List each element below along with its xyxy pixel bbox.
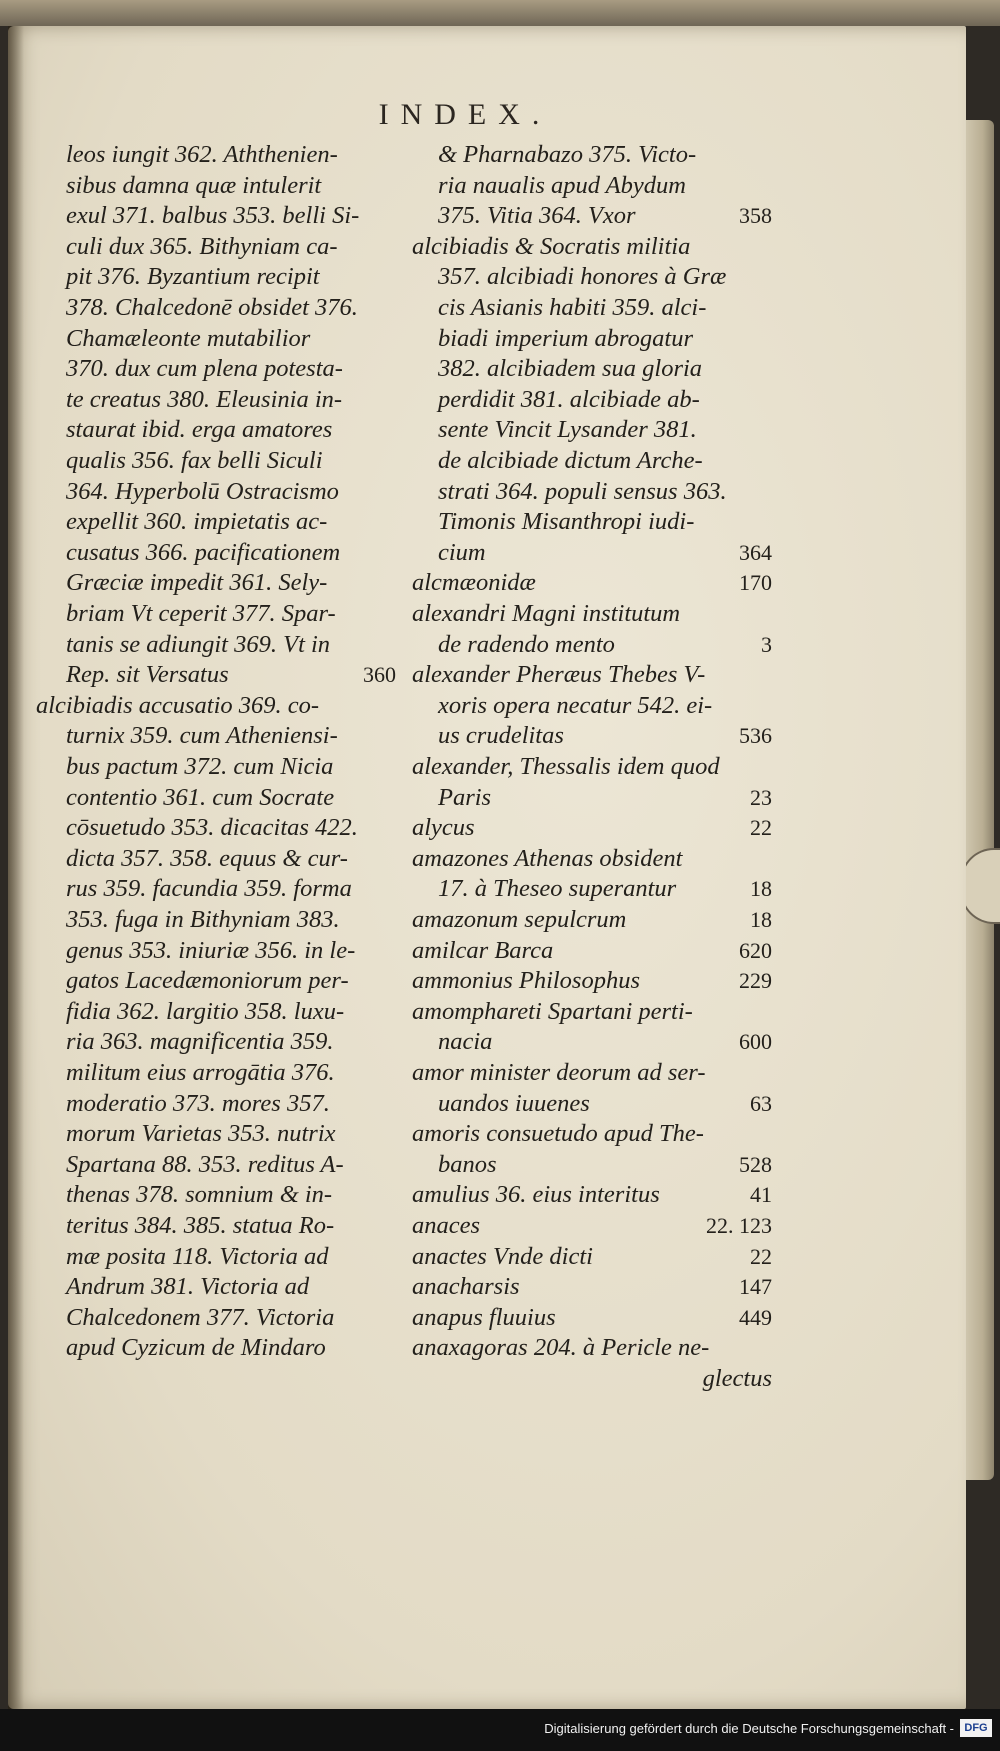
index-entry-page-number: 63 (750, 1090, 772, 1116)
index-entry (66, 935, 396, 967)
index-entry (412, 843, 772, 875)
index-entry-text: mæ posita 118. Victoria ad (66, 1242, 329, 1270)
index-entry (66, 323, 396, 355)
index-entry (412, 812, 772, 844)
index-entry (412, 1057, 772, 1089)
index-entry (412, 1363, 772, 1395)
index-entry-text: perdidit 381. alcibiade ab- (438, 385, 700, 413)
index-entry-text: alexander Pheræus Thebes V- (412, 661, 706, 689)
index-entry-text: 378. Chalcedonē obsidet 376. (66, 294, 358, 321)
index-entry-text: us crudelitas (438, 722, 564, 750)
index-entry-text: Andrum 381. Victoria ad (66, 1273, 310, 1301)
page-edge (966, 120, 994, 1480)
index-entry-text: alycus (412, 814, 475, 842)
index-entry-text: anactes Vnde dicti (412, 1242, 593, 1270)
index-entry (412, 873, 772, 905)
index-entry-page-number: 23 (750, 784, 772, 810)
index-entry-text: anaces (412, 1212, 481, 1239)
index-entry (66, 873, 396, 905)
index-entry-text: amulius 36. eius interitus (412, 1181, 660, 1209)
index-entry (66, 1210, 396, 1242)
index-entry-text: nacia (438, 1028, 493, 1056)
index-entry-text: contentio 361. cum Socrate (66, 783, 335, 811)
index-entry-text: tanis se adiungit 369. Vt in (66, 630, 331, 658)
index-entry (66, 965, 396, 997)
index-entry-text: 364. Hyperbolū Ostracismo (66, 477, 339, 505)
index-entry (66, 598, 396, 630)
index-entry (412, 414, 772, 446)
index-entry-page-number: 22 (750, 815, 772, 841)
index-entry (66, 782, 396, 814)
index-entry-text: anapus fluuius (412, 1303, 556, 1331)
index-entry (66, 629, 396, 661)
index-entry-text: leos iungit 362. Aththenien- (66, 141, 338, 168)
index-entry-text: 357. alcibiadi honores à Græ (438, 263, 727, 291)
index-entry-text: Græciæ impedit 361. Sely- (66, 569, 328, 597)
index-entry-text: Chalcedonem 377. Victoria (66, 1303, 335, 1331)
index-entry (412, 782, 772, 814)
index-entry (412, 292, 772, 324)
index-entry-text: amilcar Barca (412, 936, 554, 964)
index-entry (412, 720, 772, 752)
index-entry (412, 567, 772, 599)
index-entry-text: amoris consuetudo apud The- (412, 1120, 704, 1148)
index-entry-page-number: 18 (750, 876, 772, 902)
index-entry (66, 170, 396, 202)
index-entry-text: genus 353. iniuriæ 356. in le- (66, 936, 356, 964)
index-entry (412, 261, 772, 293)
index-entry (412, 965, 772, 997)
index-entry-text: de radendo mento (438, 630, 615, 658)
index-entry (412, 1026, 772, 1058)
index-entry-text: gatos Lacedæmoniorum per- (66, 967, 349, 995)
index-entry (412, 629, 772, 661)
index-entry-text: xoris opera necatur 542. ei- (438, 691, 713, 719)
index-entry (66, 537, 396, 569)
index-entry-text: sente Vincit Lysander 381. (438, 416, 697, 444)
index-entry (412, 506, 772, 538)
index-entry-page-number: 536 (739, 723, 772, 749)
index-entry-text: 17. à Theseo superantur (438, 875, 677, 903)
index-entry-page-number: 3 (761, 631, 772, 657)
index-entry-text: expellit 360. impietatis ac- (66, 508, 328, 536)
index-entry-text: cis Asianis habiti 359. alci- (438, 294, 707, 321)
index-entry-text: glectus (702, 1365, 772, 1392)
index-entry-text: bus pactum 372. cum Nicia (66, 753, 334, 780)
index-entry-page-number: 147 (739, 1274, 772, 1300)
index-entry-text: moderatio 373. mores 357. (66, 1089, 330, 1117)
index-entry (66, 1302, 396, 1334)
index-entry-page-number: 358 (739, 203, 772, 229)
index-entry-text: pit 376. Byzantium recipit (66, 263, 320, 291)
index-entry (66, 751, 396, 783)
index-entry-text: exul 371. balbus 353. belli Si- (66, 202, 360, 230)
index-entry-text: Spartana 88. 353. reditus A- (66, 1150, 344, 1178)
index-entry-text: briam Vt ceperit 377. Spar- (66, 600, 336, 627)
index-entry (412, 659, 772, 691)
index-entry (412, 476, 772, 508)
index-entry-text: cium (438, 538, 486, 566)
index-entry-text: alexandri Magni institutum (412, 600, 681, 627)
index-entry (412, 1088, 772, 1120)
index-entry (412, 1149, 772, 1181)
index-entry (412, 353, 772, 385)
index-entry-text: te creatus 380. Eleusinia in- (66, 385, 343, 413)
index-entry (412, 1118, 772, 1150)
index-entry (66, 384, 396, 416)
index-entry (66, 414, 396, 446)
index-entry-text: strati 364. populi sensus 363. (438, 477, 727, 505)
index-entry-text: cusatus 366. pacificationem (66, 538, 341, 566)
index-entry-text: militum eius arrogātia 376. (66, 1059, 335, 1086)
index-entry-text: culi dux 365. Bithyniam ca- (66, 232, 338, 260)
index-entry (66, 261, 396, 293)
footer-credit: Digitalisierung gefördert durch die Deutsche Forschungsgemeinschaft - (544, 1721, 954, 1736)
index-entry (66, 812, 396, 844)
index-entry (412, 904, 772, 936)
index-entry-text: 353. fuga in Bithyniam 383. (66, 906, 340, 933)
index-entry-text: amomphareti Spartani perti- (412, 997, 693, 1025)
index-entry-text: ria naualis apud Abydum (438, 171, 686, 199)
index-entry-text: amor minister deorum ad ser- (412, 1059, 706, 1086)
index-entry-page-number: 528 (739, 1151, 772, 1177)
index-entry (66, 1271, 396, 1303)
index-entry (412, 690, 772, 722)
index-entry-page-number: 600 (739, 1029, 772, 1055)
index-entry (66, 996, 396, 1028)
index-entry-text: qualis 356. fax belli Siculi (66, 447, 323, 474)
index-entry-page-number: 18 (750, 907, 772, 932)
index-entry-text: biadi imperium abrogatur (438, 324, 693, 352)
index-entry-text: dicta 357. 358. equus & cur- (66, 844, 348, 872)
index-entry (66, 506, 396, 538)
index-entry (412, 323, 772, 355)
index-entry-text: morum Varietas 353. nutrix (66, 1120, 336, 1148)
index-entry-text: Paris (438, 783, 492, 811)
index-entry (66, 1118, 396, 1150)
index-entry (412, 751, 772, 783)
index-entry (412, 537, 772, 569)
index-entry (36, 690, 396, 722)
index-entry (412, 598, 772, 630)
index-entry (66, 476, 396, 508)
index-entry-text: apud Cyzicum de Mindaro (66, 1334, 326, 1362)
index-entry (412, 445, 772, 477)
index-entry (412, 1271, 772, 1303)
index-entry-text: alexander, Thessalis idem quod (412, 753, 720, 780)
index-entry-text: alcmæonidæ (412, 569, 536, 597)
index-entry (412, 996, 772, 1028)
index-entry-page-number: 22. 123 (706, 1213, 772, 1238)
index-entry-text: amazonum sepulcrum (412, 906, 627, 933)
index-entry-text: 370. dux cum plena potesta- (66, 355, 343, 383)
index-entry (66, 292, 396, 324)
index-entry (412, 139, 772, 171)
index-entry-text: & Pharnabazo 375. Victo- (438, 141, 697, 168)
index-entry-text: de alcibiade dictum Arche- (438, 447, 703, 474)
index-entry-text: cōsuetudo 353. dicacitas 422. (66, 814, 358, 842)
index-entry-page-number: 170 (739, 570, 772, 596)
index-entry-text: anaxagoras 204. à Pericle ne- (412, 1334, 710, 1362)
index-entry-text: fidia 362. largitio 358. luxu- (66, 997, 345, 1025)
index-entry (66, 231, 396, 263)
index-entry-text: uandos iuuenes (438, 1089, 590, 1117)
index-entry-page-number: 364 (739, 539, 772, 565)
page-title: INDEX. (378, 98, 552, 131)
index-entry (412, 1302, 772, 1334)
index-entry-text: ammonius Philosophus (412, 967, 641, 995)
dfg-logo: DFG (960, 1719, 992, 1737)
index-entry-page-number: 22 (750, 1243, 772, 1269)
index-entry-text: banos (438, 1150, 497, 1178)
index-entry (412, 1332, 772, 1364)
index-entry (66, 843, 396, 875)
index-entry (412, 231, 772, 263)
index-entry-text: Timonis Misanthropi iudi- (438, 508, 695, 536)
index-entry-text: sibus damna quæ intulerit (66, 171, 322, 199)
index-entry (66, 1026, 396, 1058)
index-entry (66, 445, 396, 477)
index-entry-page-number: 449 (739, 1304, 772, 1330)
binding-shadow (8, 26, 24, 1709)
index-entry (66, 567, 396, 599)
index-entry-page-number: 360 (363, 662, 396, 688)
index-entry-text: teritus 384. 385. statua Ro- (66, 1212, 335, 1239)
index-entry-text: turnix 359. cum Atheniensi- (66, 722, 338, 750)
index-entry-text: staurat ibid. erga amatores (66, 416, 333, 444)
index-entry (66, 353, 396, 385)
index-entry-text: anacharsis (412, 1273, 520, 1301)
index-entry (412, 1210, 772, 1242)
index-entry (66, 720, 396, 752)
index-entry-page-number: 620 (739, 937, 772, 963)
index-entry-text: amazones Athenas obsident (412, 844, 683, 872)
index-entry-page-number: 229 (739, 968, 772, 994)
index-entry-text: ria 363. magnificentia 359. (66, 1028, 334, 1056)
index-entry-text: alcibiadis & Socratis militia (412, 232, 691, 260)
index-entry (66, 1149, 396, 1181)
footer-bar (0, 1709, 1000, 1751)
index-entry-text: rus 359. facundia 359. forma (66, 875, 352, 903)
index-entry-text: Chamæleonte mutabilior (66, 324, 311, 352)
index-entry (66, 200, 396, 232)
index-entry-text: alcibiadis accusatio 369. co- (36, 691, 320, 719)
index-entry-text: 382. alcibiadem sua gloria (438, 355, 703, 383)
index-entry-text: thenas 378. somnium & in- (66, 1181, 333, 1209)
index-entry (66, 139, 396, 171)
index-entry (412, 1241, 772, 1273)
index-entry (66, 1241, 396, 1273)
index-entry (66, 904, 396, 936)
index-entry-text: Rep. sit Versatus (66, 661, 229, 689)
scan-top-edge (0, 0, 1000, 26)
index-entry (66, 1088, 396, 1120)
index-entry (412, 935, 772, 967)
index-entry-page-number: 41 (750, 1182, 772, 1208)
index-entry (412, 200, 772, 232)
index-entry (66, 659, 396, 691)
index-entry (66, 1332, 396, 1364)
index-entry (66, 1057, 396, 1089)
index-entry (412, 170, 772, 202)
index-entry (412, 384, 772, 416)
index-entry (66, 1179, 396, 1211)
index-entry (412, 1179, 772, 1211)
index-entry-text: 375. Vitia 364. Vxor (438, 202, 636, 230)
